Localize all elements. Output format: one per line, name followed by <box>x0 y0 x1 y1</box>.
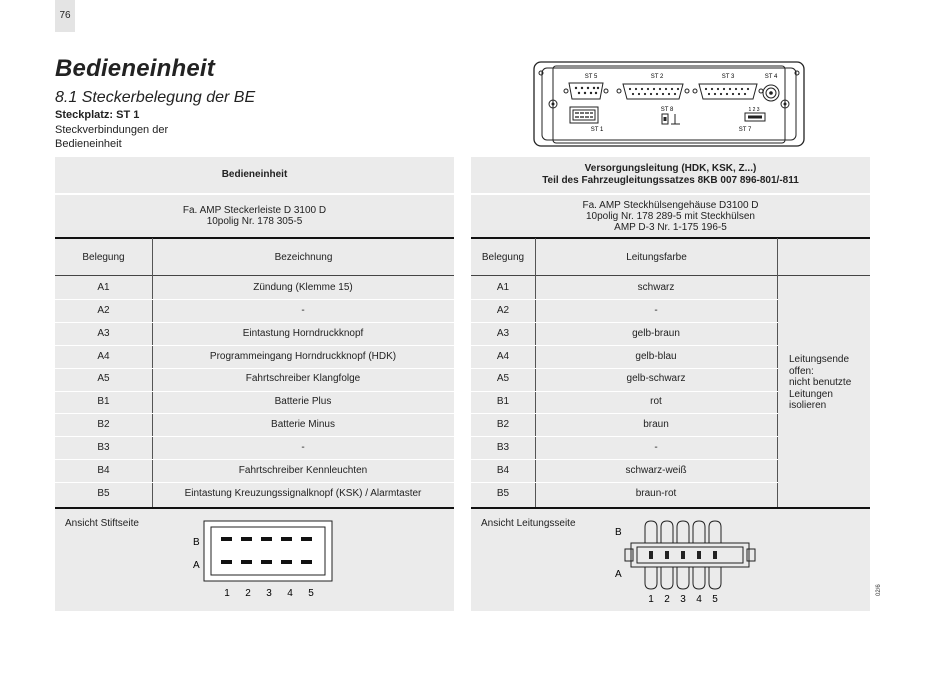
pin-cell: B5 <box>97 487 110 499</box>
left-row <box>55 482 454 505</box>
st1-label: ST 1 <box>590 127 604 133</box>
wire-color-cell: gelb-blau <box>635 350 677 362</box>
description-cell: - <box>301 304 305 316</box>
socket-row-b <box>645 521 721 543</box>
right-row <box>471 368 777 391</box>
wire-color-cell: - <box>654 442 658 454</box>
left-connector-info: Fa. AMP Steckerleiste D 3100 D 10polig Nr. 178 305-5 <box>182 205 327 227</box>
description-cell: Fahrtschreiber Klangfolge <box>245 373 361 385</box>
st2-label: ST 2 <box>650 74 664 80</box>
right-connector-info: Fa. AMP Steckhülsengehäuse D3100 D 10polig Nr. 178 289-5 mit Steckhülsen AMP D-3 Nr. 1-175 196-5 <box>582 199 759 233</box>
wire-color-cell: - <box>654 304 658 316</box>
description-cell: Zündung (Klemme 15) <box>253 281 353 293</box>
pin-side-connector-diagram <box>185 517 345 601</box>
description-cell: Batterie Plus <box>274 396 332 408</box>
right-row <box>471 459 777 482</box>
wire-color-cell: gelb-schwarz <box>626 373 686 385</box>
wire-color-cell: gelb-braun <box>632 327 680 339</box>
st8-label: ST 8 <box>660 107 674 113</box>
left-row <box>55 345 454 368</box>
pin-number-4: 4 <box>287 588 293 599</box>
wire-end-note: Leitungsende offen: nicht benutzte Leitungen isolieren <box>789 354 852 411</box>
st4-label: ST 4 <box>764 74 778 80</box>
right-row <box>471 391 777 414</box>
left-col-pin-header: Belegung <box>82 251 125 263</box>
left-pin-table <box>55 157 454 611</box>
pin-cell: B3 <box>496 442 510 454</box>
description-cell: Batterie Minus <box>271 419 335 431</box>
left-row <box>55 368 454 391</box>
pin-number-4: 4 <box>696 594 702 605</box>
pin-cell: A5 <box>496 373 510 385</box>
pin-cell: B2 <box>496 419 510 431</box>
pin-cell: A2 <box>496 304 510 316</box>
right-row <box>471 413 777 436</box>
left-row <box>55 299 454 322</box>
right-row <box>471 482 777 505</box>
right-wire-table <box>471 157 870 611</box>
pin-cell: A5 <box>97 373 110 385</box>
st3-label: ST 3 <box>721 74 735 80</box>
pin-number-3: 3 <box>680 594 686 605</box>
pin-number-5: 5 <box>712 594 718 605</box>
left-col-desc-header: Bezeichnung <box>274 251 333 263</box>
wire-color-cell: schwarz-weiß <box>625 465 687 477</box>
left-view-label: Ansicht Stiftseite <box>65 518 139 529</box>
pin-cell: A4 <box>496 350 510 362</box>
pin-cell: A3 <box>97 327 110 339</box>
right-view-label: Ansicht Leitungsseite <box>481 518 576 529</box>
left-row <box>55 459 454 482</box>
pin-cell: A3 <box>496 327 510 339</box>
description-cell: Programmeingang Horndruckknopf (HDK) <box>209 350 397 362</box>
st7-label: ST 7 <box>738 127 752 133</box>
wire-color-cell: braun-rot <box>635 487 677 499</box>
page-title: Bedieneinheit <box>55 55 215 82</box>
row-label-b: B <box>193 537 200 548</box>
left-table-header: Bedieneinheit <box>221 169 288 180</box>
pin-number-3: 3 <box>266 588 272 599</box>
wire-side-connector-diagram <box>611 513 761 605</box>
right-row <box>471 322 777 345</box>
right-row <box>471 436 777 459</box>
pin-cell: B2 <box>97 419 110 431</box>
pin-cell: B4 <box>496 465 510 477</box>
description-cell: Eintastung Horndruckknopf <box>242 327 364 339</box>
pin-number-1: 1 <box>224 588 230 599</box>
pin-cell: B4 <box>97 465 110 477</box>
st7-pin-numbers: 1 2 3 <box>748 107 760 113</box>
right-table-header: Versorgungsleitung (HDK, KSK, Z...) Teil des Fahrzeugleitungssatzes 8KB 007 896-801/-811 <box>542 163 799 186</box>
description-cell: Fahrtschreiber Kennleuchten <box>238 465 368 477</box>
slot-description: Steckverbindungen der Bedieneinheit <box>55 124 169 150</box>
pin-cell: A4 <box>97 350 110 362</box>
left-row <box>55 436 454 459</box>
left-row <box>55 322 454 345</box>
pin-cell: A1 <box>496 281 510 293</box>
pin-cell: B1 <box>97 396 110 408</box>
row-label-b: B <box>615 527 622 538</box>
pin-cell: B5 <box>496 487 510 499</box>
pin-cell: B3 <box>97 442 110 454</box>
pin-cell: B1 <box>496 396 510 408</box>
section-subtitle: 8.1 Steckerbelegung der BE <box>55 89 256 106</box>
left-row <box>55 276 454 299</box>
page-number: 76 <box>55 0 75 32</box>
right-row <box>471 299 777 322</box>
pin-number-2: 2 <box>245 588 251 599</box>
wire-color-cell: rot <box>650 396 662 408</box>
row-label-a: A <box>615 569 622 580</box>
description-cell: - <box>301 442 305 454</box>
pin-cell: A1 <box>97 281 110 293</box>
wire-color-cell: braun <box>643 419 669 431</box>
description-cell: Eintastung Kreuzungssignalknopf (KSK) / Alarmtaster <box>184 487 422 499</box>
pin-number-1: 1 <box>648 594 654 605</box>
wire-color-cell: schwarz <box>637 281 675 293</box>
pin-number-5: 5 <box>308 588 314 599</box>
st5-label: ST 5 <box>584 74 598 80</box>
row-label-a: A <box>193 560 200 571</box>
side-mark: 02/6 <box>876 584 882 596</box>
left-row <box>55 413 454 436</box>
right-row <box>471 345 777 368</box>
slot-label: Steckplatz: ST 1 <box>55 109 140 121</box>
right-col-pin-header: Belegung <box>481 251 525 263</box>
right-row <box>471 276 777 299</box>
pin-number-2: 2 <box>664 594 670 605</box>
pin-cell: A2 <box>97 304 110 316</box>
right-col-color-header: Leitungsfarbe <box>626 251 687 263</box>
socket-row-a <box>645 567 721 589</box>
left-row <box>55 391 454 414</box>
device-rear-view <box>533 60 805 150</box>
